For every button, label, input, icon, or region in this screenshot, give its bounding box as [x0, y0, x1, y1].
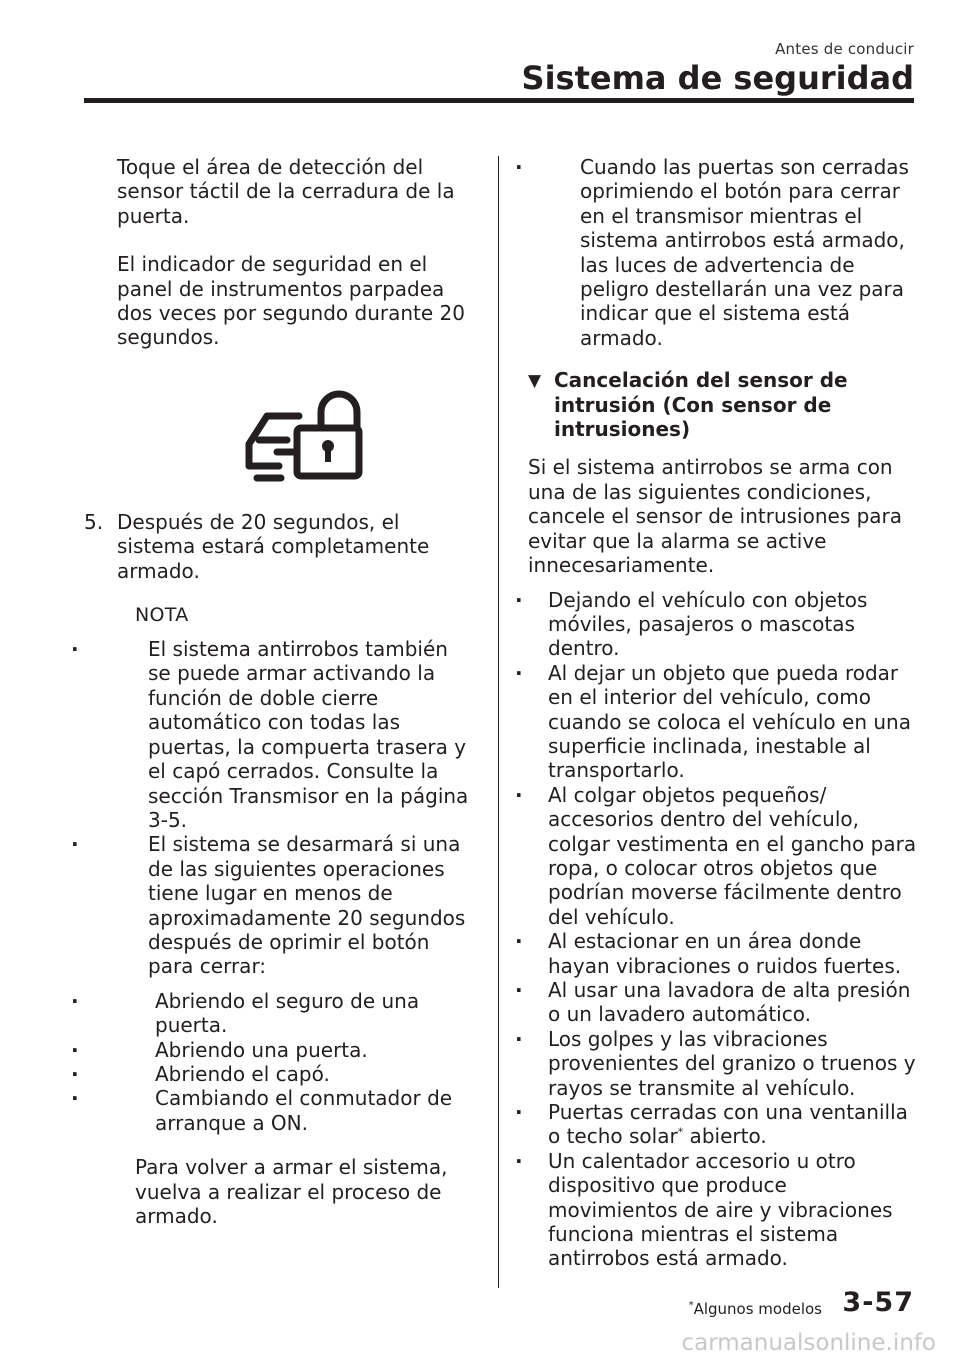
sub-item: · Abriendo el capó. [84, 1062, 476, 1086]
page-header [522, 40, 914, 98]
top-list [528, 155, 920, 350]
right-column [528, 155, 920, 1271]
subsection-title: Cancelación del sensor de intrusión (Con sensor de intrusiones) [554, 368, 848, 442]
indicator-paragraph: El indicador de seguridad en el panel de instrumentos parpadea dos veces por segundo durante 20 segundos. [117, 252, 465, 350]
step-text: Después de 20 segundos, el sistema estará completamente armado. [117, 509, 430, 583]
footnote-text: Algunos modelos [693, 1300, 822, 1318]
list-item: · Al estacionar en un área donde hayan vibraciones o ruidos fuertes. [528, 929, 920, 978]
sub-list [84, 989, 476, 1135]
security-indicator-figure [84, 390, 476, 480]
sub-item: · Cambiando el conmutador de arranque a ON. [84, 1086, 476, 1135]
car-lock-icon [237, 390, 367, 482]
subsection-heading [528, 368, 920, 441]
section-title: Sistema de seguridad [521, 59, 914, 97]
note-item: · El sistema antirrobos también se puede armar activando la función de doble cierre automático con todas las puertas, la compuerta trasera y el capó cerrados. Consulte la sección Transmisor en la página 3-5. [84, 637, 476, 832]
footnote [689, 1297, 822, 1318]
note-item: · El sistema se desarmará si una de las siguientes operaciones tiene lugar en menos de aproximadamente 20 segundos después de oprimir el botón para cerrar: [84, 832, 476, 978]
rearm-paragraph: Para volver a armar el sistema, vuelva a realizar el proceso de armado. [135, 1155, 448, 1228]
note-list [84, 637, 476, 979]
asterisk-mark: * [677, 1125, 684, 1139]
watermark: carmanualsonline.info [681, 1330, 936, 1356]
sunroof-text: Puertas cerradas con una ventanilla o techo solar [548, 1100, 908, 1149]
column-divider [498, 156, 499, 1288]
step-5 [84, 510, 476, 583]
list-item: · Al dejar un objeto que pueda rodar en el interior del vehículo, como cuando se coloca el vehículo en una superficie inclinada, inestable al transportarlo. [528, 661, 920, 783]
list-item: · Al usar una lavadora de alta presión o un lavadero automático. [528, 978, 920, 1027]
page-number: 3-57 [842, 1287, 914, 1318]
intro-paragraph: Toque el área de detección del sensor táctil de la cerradura de la puerta. [117, 155, 455, 228]
intrusion-paragraph: Si el sistema antirrobos se arma con una de las siguientes condiciones, cancele el sensor de intrusiones para evitar que la alarma se active innecesariamente. [528, 455, 903, 578]
sub-item: · Abriendo una puerta. [84, 1038, 476, 1062]
condition-list [528, 588, 920, 1271]
footnote-asterisk: * [688, 1300, 694, 1311]
left-column [84, 155, 476, 1228]
list-item: · Dejando el vehículo con objetos móviles, pasajeros o mascotas dentro. [528, 588, 920, 661]
list-item: · Cuando las puertas son cerradas oprimiendo el botón para cerrar en el transmisor mientras el sistema antirrobos está armado, las luces de advertencia de peligro destellarán una vez para indicar que el sistema está armado. [528, 155, 920, 350]
list-item-sunroof [528, 1100, 920, 1149]
list-item: · Al colgar objetos pequeños/ accesorios dentro del vehículo, colgar vestimenta en el gancho para ropa, o colocar otros objetos que podrían moverse fácilmente dentro del vehículo. [528, 783, 920, 929]
chapter-title: Antes de conducir [775, 40, 914, 58]
note-title: NOTA [135, 604, 189, 627]
list-item: · Un calentador accesorio u otro dispositivo que produce movimientos de aire y vibraciones funciona mientras el sistema antirrobos está armado. [528, 1149, 920, 1271]
step-number: 5. [84, 509, 104, 534]
sunroof-text-end: abierto. [683, 1124, 767, 1149]
triangle-bullet-icon: ▼ [528, 371, 542, 392]
sub-item: · Abriendo el seguro de una puerta. [84, 989, 476, 1038]
list-item: · Los golpes y las vibraciones provenientes del granizo o truenos y rayos se transmite al vehículo. [528, 1027, 920, 1100]
header-rule [84, 98, 914, 103]
